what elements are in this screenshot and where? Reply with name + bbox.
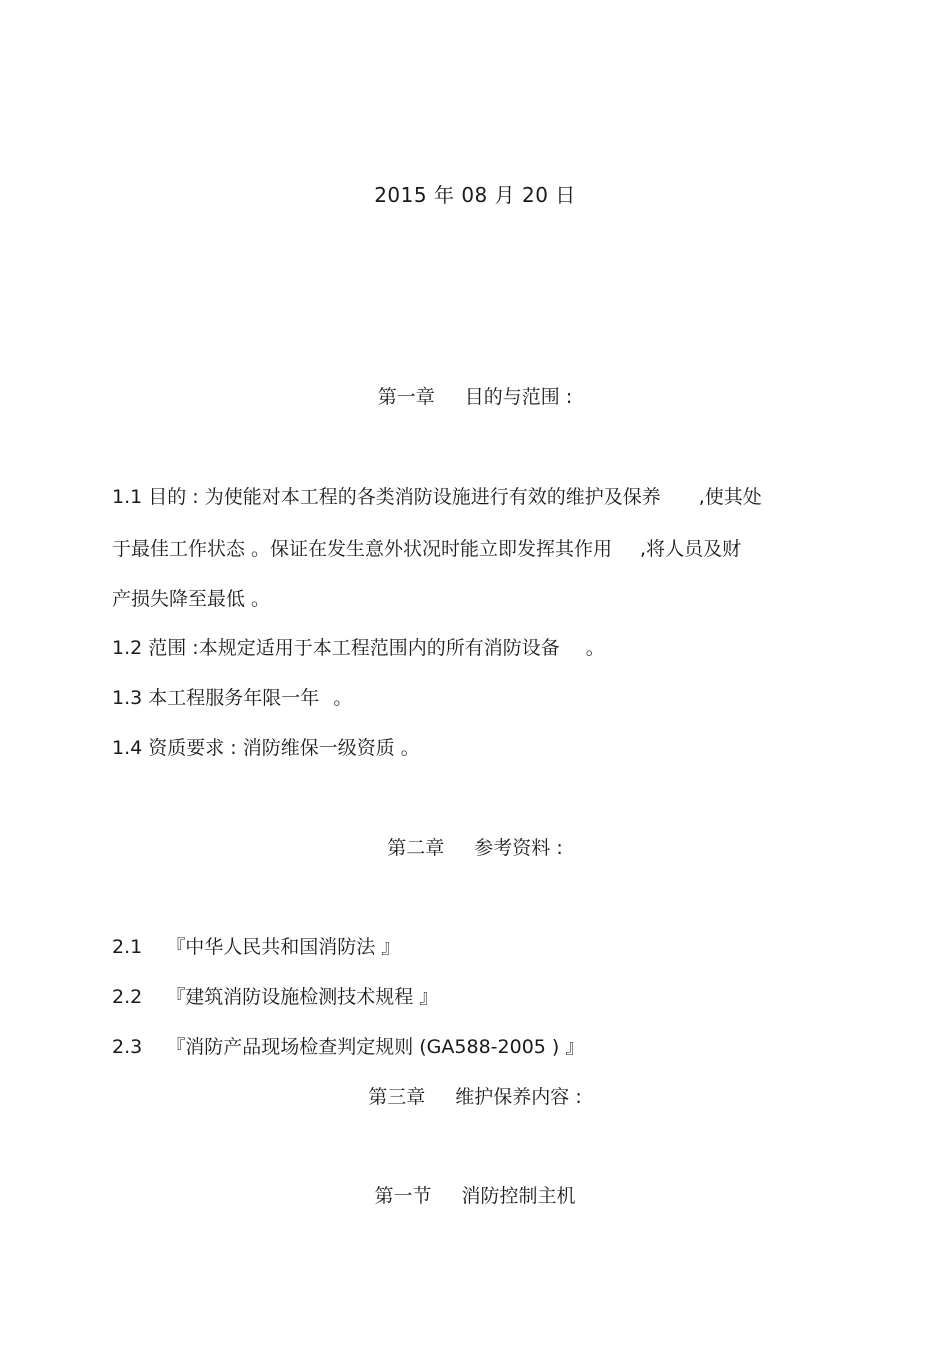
paragraph-1-2-period: 。 — [585, 637, 605, 659]
reference-title: 『中华人民共和国消防法 』 — [166, 936, 401, 958]
chapter-1-heading — [0, 385, 950, 409]
section-1-heading — [0, 1184, 950, 1208]
paragraph-1-4: 1.4 资质要求 : 消防维保一级资质 。 — [112, 737, 420, 759]
paragraph-1-3-period: 。 — [333, 687, 353, 709]
chapter-3-heading — [0, 1085, 950, 1109]
paragraph-1-3 — [112, 686, 352, 710]
chapter-2-label: 第二章 — [387, 837, 445, 859]
paragraph-1-2 — [112, 636, 605, 660]
reference-item — [112, 1035, 584, 1059]
document-date: 2015 年 08 月 20 日 — [374, 183, 576, 207]
section-1-label: 第一节 — [374, 1185, 432, 1207]
paragraph-1-1-line-3: 产损失降至最低 。 — [112, 588, 271, 610]
chapter-3-label: 第三章 — [368, 1086, 426, 1108]
reference-title: 『消防产品现场检查判定规则 (GA588-2005 ) 』 — [166, 1036, 585, 1058]
paragraph-1-1-text-b: ,使其处 — [698, 486, 762, 508]
chapter-2-heading — [0, 836, 950, 860]
chapter-1-title: 目的与范围 : — [464, 386, 573, 408]
paragraph-1-1-text-c: 于最佳工作状态 。保证在发生意外状况时能立即发挥其作用 — [112, 538, 613, 560]
chapter-2-title: 参考资料 : — [474, 837, 563, 859]
paragraph-1-1-line-1 — [112, 485, 762, 509]
reference-title: 『建筑消防设施检测技术规程 』 — [166, 986, 439, 1008]
chapter-3-title: 维护保养内容 : — [455, 1086, 582, 1108]
reference-number: 2.2 — [112, 986, 143, 1008]
chapter-1-label: 第一章 — [377, 386, 435, 408]
paragraph-1-2-text: 1.2 范围 :本规定适用于本工程范围内的所有消防设备 — [112, 637, 560, 659]
paragraph-1-3-text: 1.3 本工程服务年限一年 — [112, 687, 320, 709]
section-1-title: 消防控制主机 — [461, 1185, 576, 1207]
paragraph-1-1-text-a: 1.1 目的 : 为使能对本工程的各类消防设施进行有效的维护及保养 — [112, 486, 661, 508]
reference-item — [112, 985, 438, 1009]
reference-number: 2.1 — [112, 936, 143, 958]
paragraph-1-1-line-2 — [112, 537, 741, 561]
paragraph-1-1-text-d: ,将人员及财 — [640, 538, 742, 560]
reference-number: 2.3 — [112, 1036, 143, 1058]
reference-item — [112, 935, 400, 959]
